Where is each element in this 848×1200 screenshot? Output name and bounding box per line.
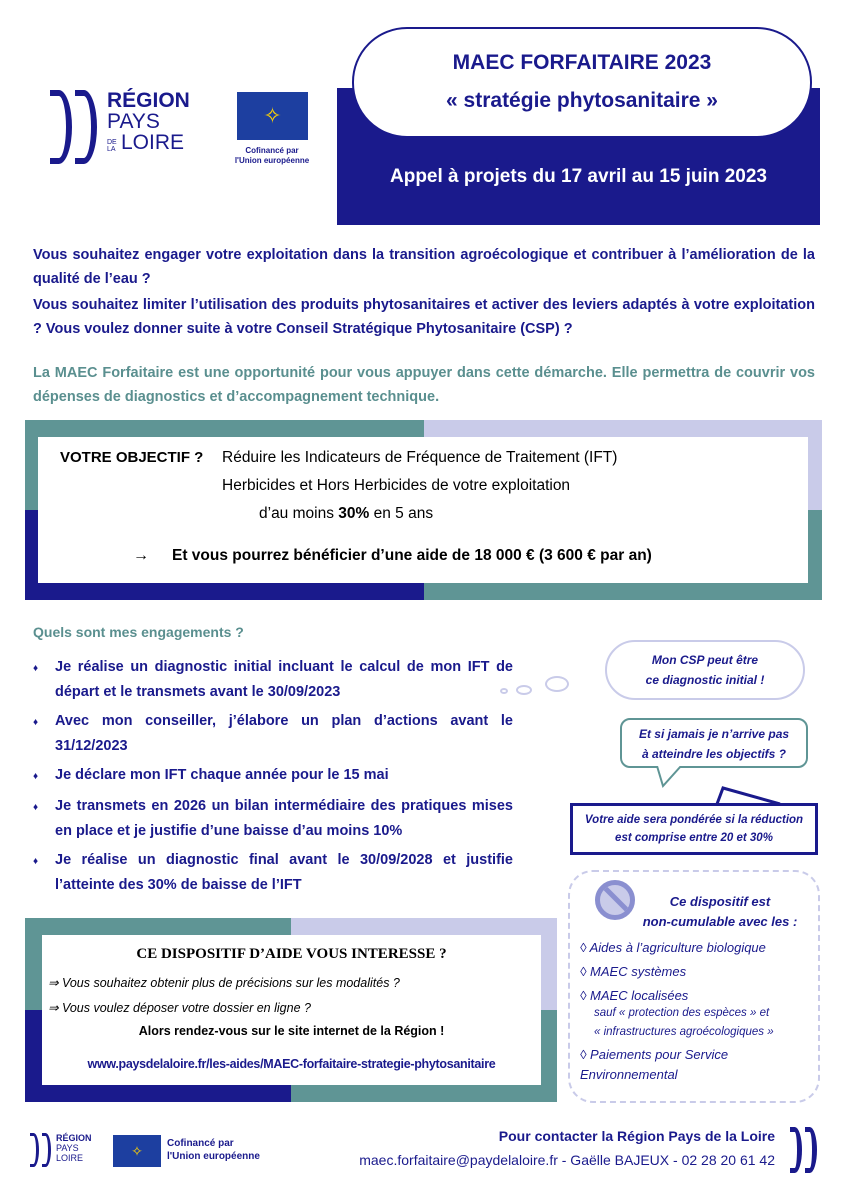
title-pill — [352, 27, 812, 138]
bullet-icon: ♦ — [33, 856, 39, 867]
intro-p3: La MAEC Forfaitaire est une opportunité pour vous appuyer dans cette démarche. Elle permettra de couvrir vos dépenses de diagnostics et d’accompagnement technique. — [33, 365, 815, 405]
noncumul-item: ◊ MAEC systèmes — [580, 964, 687, 979]
region-logo — [50, 90, 190, 164]
intro-p2: Vous souhaitez limiter l’utilisation des produits phytosanitaires et activer des leviers adaptés à votre exploitation ? Vous voulez donner suite à votre Conseil Stratégique Phytosanitaire (CSP) ? — [33, 297, 815, 337]
call-dates: Appel à projets du 17 avril au 15 juin 2023 — [390, 166, 767, 187]
list-item: ♦ Je réalise un diagnostic final avant le 30/09/2028 et justifie l’atteinte des 30% de baisse de l’IFT — [33, 848, 513, 897]
noncumul-item: ◊ Paiements pour Service Environnemental — [580, 1047, 729, 1082]
page-title: MAEC FORFAITAIRE 2023 — [452, 51, 712, 74]
bullet-icon: ♦ — [33, 802, 39, 813]
question-bubble: Et si jamais je n’arrive pas à atteindre les objectifs ? — [620, 718, 808, 768]
page-subtitle: « stratégie phytosanitaire » — [446, 89, 718, 112]
list-item: ♦ Je transmets en 2026 un bilan intermédiaire des pratiques mises en place et je justifie d’une baisse d’au moins 10% — [33, 794, 513, 843]
list-item: ♦ Avec mon conseiller, j’élabore un plan d’actions avant le 31/12/2023 — [33, 709, 513, 758]
objective-label: VOTRE OBJECTIF ? — [60, 449, 204, 466]
objective-line3: d’au moins 30% en 5 ans — [259, 505, 434, 522]
list-item: ♦ Je déclare mon IFT chaque année pour le 15 mai — [33, 763, 513, 790]
noncumul-subnote: sauf « protection des espèces » et « infrastructures agroécologiques » — [594, 1007, 774, 1038]
footer-region-logo: RÉGION PAYS LOIRE — [30, 1133, 92, 1167]
prohibited-icon — [595, 880, 635, 920]
engagements-heading: Quels sont mes engagements ? — [33, 624, 244, 640]
answer-box: Votre aide sera pondérée si la réduction est comprise entre 20 et 30% — [570, 803, 818, 855]
aid-amount: Et vous pourrez bénéficier d’une aide de 18 000 € (3 600 € par an) — [172, 547, 652, 564]
bullet-icon: ♦ — [33, 771, 39, 782]
contact-title: Pour contacter la Région Pays de la Loire — [498, 1128, 775, 1144]
footer-eu-flag: ✧ — [113, 1135, 161, 1167]
bullet-icon: ♦ — [33, 663, 39, 674]
region-logo-mark — [50, 90, 97, 164]
eu-flag: ✧ — [237, 92, 308, 140]
contact-details[interactable]: maec.forfaitaire@paydelaloire.fr - Gaëlle BAJEUX - 02 28 20 61 42 — [359, 1152, 775, 1168]
footer-region-mark — [790, 1127, 817, 1173]
intro-p1: Vous souhaitez engager votre exploitation dans la transition agroécologique et contribuer à l’amélioration de la qualité de l’eau ? — [33, 247, 815, 287]
list-item: ♦ Je réalise un diagnostic initial incluant le calcul de mon IFT de départ et le transmets avant le 30/09/2023 — [33, 655, 513, 704]
noncumul-item: ◊ MAEC localisées — [580, 988, 689, 1003]
interest-cta: Alors rendez-vous sur le site internet de la Région ! — [138, 1024, 445, 1038]
objective-line2: Herbicides et Hors Herbicides de votre exploitation — [222, 477, 571, 494]
arrow-icon: → — [133, 547, 149, 564]
eu-caption: Cofinancé par l'Union européenne — [234, 146, 310, 165]
interest-title: CE DISPOSITIF D’AIDE VOUS INTERESSE ? — [136, 946, 447, 962]
objective-line1: Réduire les Indicateurs de Fréquence de Traitement (IFT) — [222, 449, 618, 466]
interest-q2: ⇒ Vous voulez déposer votre dossier en ligne ? — [48, 1001, 311, 1015]
bullet-icon: ♦ — [33, 717, 39, 728]
noncumul-item: ◊ Aides à l’agriculture biologique — [580, 940, 766, 955]
footer-eu-caption: Cofinancé par l'Union européenne — [167, 1138, 260, 1162]
noncumul-title: Ce dispositif est non-cumulable avec les : — [642, 894, 798, 929]
question-bubble-tail — [655, 766, 685, 788]
website-link[interactable]: www.paysdelaloire.fr/les-aides/MAEC-forfaitaire-strategie-phytosanitaire — [87, 1057, 496, 1071]
interest-q1: ⇒ Vous souhaitez obtenir plus de précisions sur les modalités ? — [48, 976, 400, 990]
region-logo-text: RÉGION PAYS DE LA LOIRE — [107, 89, 190, 154]
thought-cloud: Mon CSP peut être ce diagnostic initial ! — [605, 640, 805, 700]
